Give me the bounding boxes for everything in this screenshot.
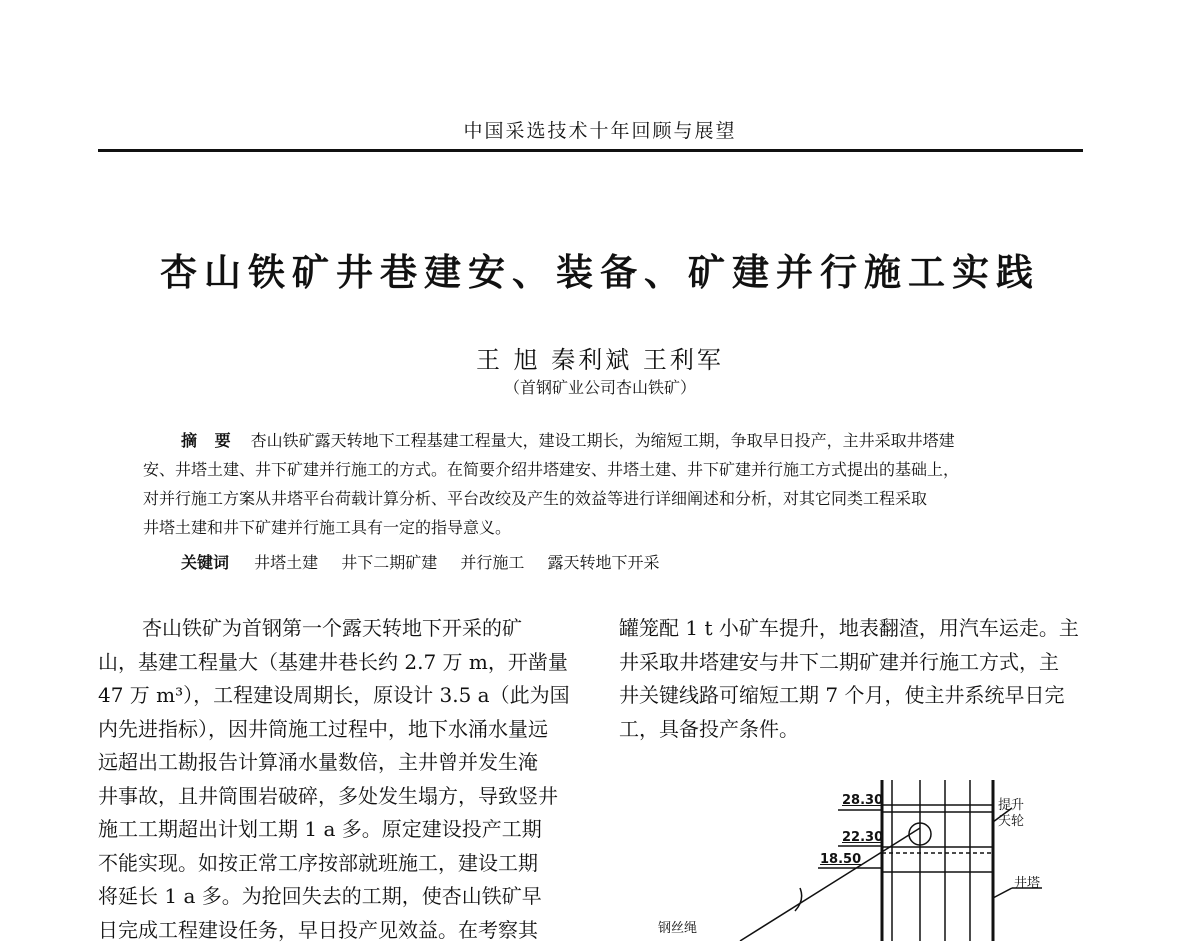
abstract-line: 对并行施工方案从井塔平台荷载计算分析、平台改绞及产生的效益等进行详细阐述和分析，对其它同类工程采取 (143, 484, 1048, 513)
body-line: 山，基建工程量大（基建井巷长约 2.7 万 m，开凿量 (98, 646, 578, 680)
body-line: 内先进指标），因井筒施工过程中，地下水涌水量远 (98, 713, 578, 747)
body-line: 不能实现。如按正常工序按部就班施工，建设工期 (98, 847, 578, 881)
headframe-figure (620, 760, 1090, 941)
abstract (143, 426, 1048, 542)
affiliation: （首钢矿业公司杏山铁矿） (0, 375, 1200, 398)
body-line: 施工工期超出计划工期 1 a 多。原定建设投产工期 (98, 813, 578, 847)
elevation-label: 28.30 (842, 793, 883, 808)
body-line: 47 万 m³），工程建设周期长，原设计 3.5 a（此为国 (98, 679, 578, 713)
body-line: 将延长 1 a 多。为抢回失去的工期，使杏山铁矿早 (98, 880, 578, 914)
abstract-line: 安、井塔土建、井下矿建并行施工的方式。在简要介绍井塔建安、井塔土建、井下矿建并行施工方式提出的基础上， (143, 455, 1048, 484)
sheave-label: 提升天轮 (998, 798, 1034, 830)
keyword: 井塔土建 (254, 553, 318, 572)
tower-label: 井塔 (1014, 872, 1040, 891)
elevation-label: 22.30 (842, 830, 883, 845)
abstract-line: 井塔土建和井下矿建并行施工具有一定的指导意义。 (143, 513, 1048, 542)
paper-title: 杏山铁矿井巷建安、装备、矿建并行施工实践 (0, 242, 1200, 296)
body-line: 工，具备投产条件。 (619, 713, 1089, 747)
header-rule (98, 149, 1083, 152)
abstract-label: 摘 要 (181, 431, 237, 450)
headframe-drawing (620, 760, 1090, 941)
abstract-text: 杏山铁矿露天转地下工程基建工程量大，建设工期长，为缩短工期，争取早日投产，主井采取井塔建 (251, 431, 955, 450)
elevation-label: 18.50 (820, 852, 861, 867)
running-header: 中国采选技术十年回顾与展望 (0, 116, 1200, 143)
keywords-label: 关键词 (181, 553, 229, 572)
body-line: 井采取井塔建安与井下二期矿建并行施工方式，主 (619, 646, 1089, 680)
keyword: 并行施工 (460, 553, 524, 572)
rope-label: 钢丝绳 (658, 917, 697, 936)
body-column-right (619, 612, 1089, 746)
body-line: 罐笼配 1 t 小矿车提升，地表翻渣，用汽车运走。主 (619, 612, 1089, 646)
body-line: 远超出工勘报告计算涌水量数倍，主井曾并发生淹 (98, 746, 578, 780)
authors: 王 旭 秦利斌 王利军 (0, 340, 1200, 375)
abstract-line (143, 426, 1048, 455)
body-line: 杏山铁矿为首钢第一个露天转地下开采的矿 (98, 612, 578, 646)
keyword: 井下二期矿建 (341, 553, 437, 572)
keyword: 露天转地下开采 (547, 553, 659, 572)
body-line: 井事故，且井筒围岩破碎，多处发生塌方，导致竖井 (98, 780, 578, 814)
keywords (181, 550, 677, 573)
body-line: 井关键线路可缩短工期 7 个月，使主井系统早日完 (619, 679, 1089, 713)
body-column-left (98, 612, 578, 947)
body-line: 日完成工程建设任务，早日投产见效益。在考察其 (98, 914, 578, 947)
